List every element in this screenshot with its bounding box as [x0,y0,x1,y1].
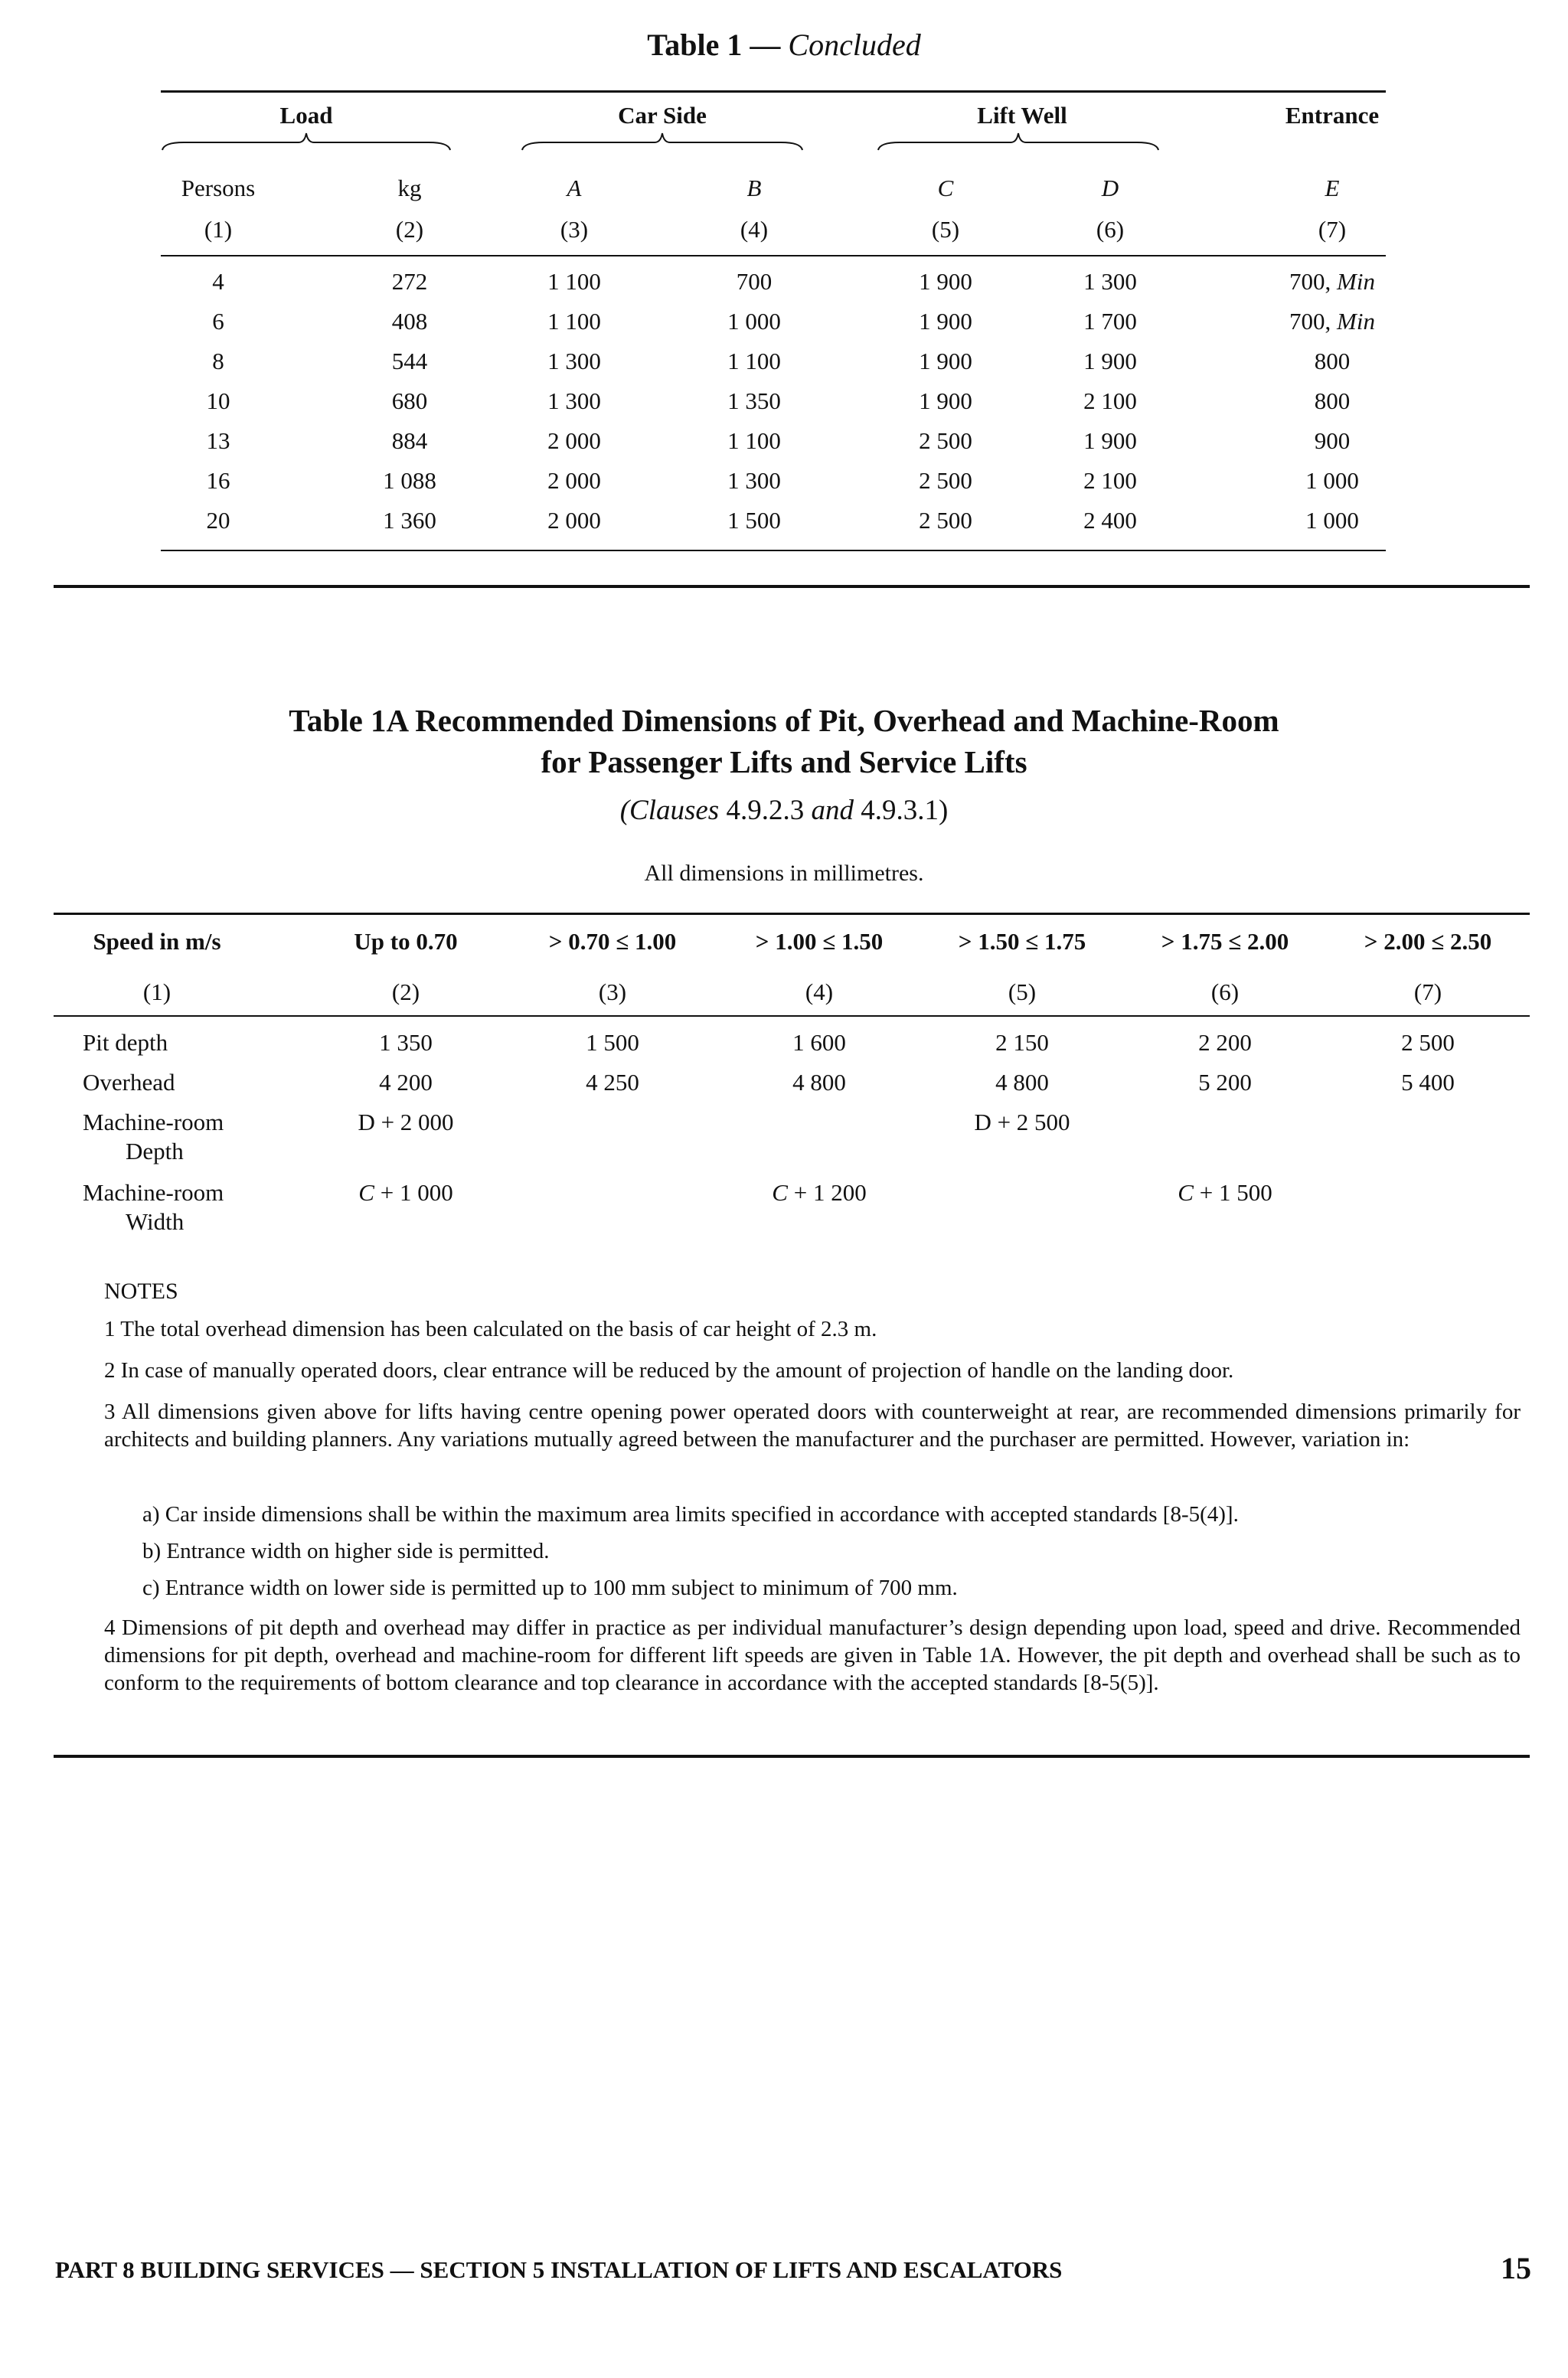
t1-header-a: A [567,175,582,201]
t1-colnum: (3) [560,216,589,243]
table-cell: 544 [391,348,428,374]
t1-colnum: (4) [740,216,769,243]
t1-header-persons: Persons [181,175,256,201]
table-cell: 2 000 [547,467,601,494]
note-4: 4 Dimensions of pit depth and overhead may differ in practice as per individual manufacturer’s design depending upon load, speed and drive. Recommended dimensions for pit depth, overhead and machine-room for different lift speeds are given in Table 1A. However, the pit depth and overhead shall be such as to conform to the requirements of bottom clearance and top clearance in accordance with the accepted standards [8-5(5)]. [104,1615,1521,1695]
t1-colnum: (5) [931,216,960,243]
table-cell: 20 [206,507,230,534]
t1-header-c: C [937,175,954,201]
note-2: 2 In case of manually operated doors, clear entrance will be reduced by the amount of projection of handle on the landing door. [104,1358,1234,1383]
table-cell: 1 300 [547,348,601,374]
row-label-mr-width: Machine-room Width [83,1179,224,1235]
t1a-colnum: (5) [1008,978,1037,1005]
car-side-brace [521,132,804,153]
table-cell: 1 500 [727,507,781,534]
table-cell: 1 300 [1083,268,1137,295]
t1a-colnum: (7) [1413,978,1442,1005]
table-cell: 900 [1314,427,1351,454]
table-cell: 2 200 [1198,1029,1252,1056]
table-cell: 1 900 [1083,427,1137,454]
table-cell: 1 600 [792,1029,846,1056]
table-cell: 1 500 [586,1029,639,1056]
group-load: Load [279,102,333,129]
t1a-header-col2: Up to 0.70 [354,928,458,955]
table-cell: 4 800 [995,1069,1049,1096]
note-3c: c) Entrance width on lower side is permitted up to 100 mm subject to minimum of 700 mm. [142,1576,958,1600]
note-3a: a) Car inside dimensions shall be within the maximum area limits specified in accordance with accepted standards [8-5(4)]. [142,1502,1239,1527]
table-cell: 1 100 [547,308,601,335]
notes-bottom-rule [54,1755,1530,1758]
t1a-colnum: (3) [598,978,627,1005]
table1-title: Table 1 — Concluded [647,28,921,62]
table-cell: 2 000 [547,427,601,454]
table-cell: 272 [391,268,428,295]
table-cell: 700, Min [1289,268,1375,295]
t1-colnum: (6) [1096,216,1125,243]
table-cell: 2 500 [919,467,972,494]
table-cell: 4 800 [792,1069,846,1096]
table-cell: D + 2 500 [974,1109,1070,1135]
table-cell: 4 250 [586,1069,639,1096]
table-cell: 16 [206,467,230,494]
table1a-units-note: All dimensions in millimetres. [644,861,924,886]
table-cell: C + 1 500 [1178,1179,1272,1206]
table-cell: 1 100 [727,427,781,454]
table-cell: 5 200 [1198,1069,1252,1096]
table1a-top-rule [54,913,1530,915]
page-number: 15 [1501,2251,1531,2285]
t1a-colnum: (4) [805,978,834,1005]
table-cell: 5 400 [1401,1069,1455,1096]
table-cell: 1 088 [383,467,436,494]
table-cell: 1 100 [727,348,781,374]
table-cell: 2 400 [1083,507,1137,534]
table-cell: C + 1 000 [358,1179,453,1206]
group-lift-well: Lift Well [977,102,1067,129]
t1a-header-speed: Speed in m/s [93,928,221,955]
notes-heading: NOTES [104,1279,178,1304]
table-cell: 6 [212,308,224,335]
row-label-pit-depth: Pit depth [83,1029,168,1056]
table-cell: 800 [1314,387,1351,414]
t1a-colnum: (6) [1210,978,1240,1005]
table1a-title [0,700,1568,782]
table-cell: 1 350 [727,387,781,414]
table-cell: 408 [391,308,428,335]
table-cell: 1 700 [1083,308,1137,335]
table-cell: 884 [391,427,428,454]
table-cell: 2 500 [919,427,972,454]
t1a-header-col4: > 1.00 ≤ 1.50 [755,928,884,955]
table-cell: 2 000 [547,507,601,534]
table1a-title-line2: for Passenger Lifts and Service Lifts [541,744,1027,779]
section-divider [54,585,1530,588]
table-cell: C + 1 200 [772,1179,867,1206]
t1a-header-col3: > 0.70 ≤ 1.00 [548,928,677,955]
table-cell: 13 [206,427,230,454]
table-cell: 1 000 [1305,467,1359,494]
table-cell: 1 300 [727,467,781,494]
table-cell: 2 500 [1401,1029,1455,1056]
t1-header-e: E [1325,175,1340,201]
table-cell: 700, Min [1289,308,1375,335]
table-cell: 1 360 [383,507,436,534]
group-car-side: Car Side [618,102,707,129]
table-cell: 1 100 [547,268,601,295]
table1a-header-rule [54,1015,1530,1017]
table-cell: 4 [212,268,224,295]
table1-header-rule [161,255,1386,256]
note-1: 1 The total overhead dimension has been calculated on the basis of car height of 2.3 m. [104,1317,877,1341]
t1a-header-col7: > 2.00 ≤ 2.50 [1364,928,1492,955]
note-3: 3 All dimensions given above for lifts having centre opening power operated doors with counterweight at rear, are recommended dimensions primarily for architects and building planners. Any variations mutually agreed between the manufacturer and the purchaser are permitted. However, variation in: [104,1400,1521,1452]
t1-colnum: (7) [1318,216,1347,243]
t1-header-kg: kg [397,175,422,201]
running-head: PART 8 BUILDING SERVICES — SECTION 5 INSTALLATION OF LIFTS AND ESCALATORS [55,2256,1063,2283]
t1-header-b: B [746,175,762,201]
load-brace [161,132,452,153]
t1a-colnum: (2) [391,978,420,1005]
t1-colnum: (2) [395,216,424,243]
table1a-clauses: (Clauses 4.9.2.3 and 4.9.3.1) [619,795,949,826]
table-cell: 4 200 [379,1069,433,1096]
table-cell: 1 000 [1305,507,1359,534]
table-cell: 1 000 [727,308,781,335]
t1-colnum: (1) [204,216,233,243]
table-cell: 2 100 [1083,387,1137,414]
table-cell: 1 900 [919,268,972,295]
table-cell: 1 900 [919,348,972,374]
table-cell: 680 [391,387,428,414]
row-label-overhead: Overhead [83,1069,175,1096]
table-cell: 1 900 [1083,348,1137,374]
t1a-header-col6: > 1.75 ≤ 2.00 [1161,928,1289,955]
table1-top-rule [161,90,1386,93]
table1a-title-line1: Table 1A Recommended Dimensions of Pit, Overhead and Machine-Room [289,703,1279,738]
lift-well-brace [877,132,1160,153]
table1-bottom-rule [161,550,1386,551]
table-cell: 2 150 [995,1029,1049,1056]
group-entrance: Entrance [1285,102,1380,129]
table-cell: 2 100 [1083,467,1137,494]
table-cell: 1 300 [547,387,601,414]
row-label-mr-depth: Machine-room Depth [83,1109,224,1165]
table-cell: 800 [1314,348,1351,374]
table-cell: 700 [736,268,773,295]
table-cell: D + 2 000 [358,1109,454,1135]
t1a-header-col5: > 1.50 ≤ 1.75 [958,928,1086,955]
table-cell: 10 [206,387,230,414]
t1-header-d: D [1101,175,1119,201]
note-3b: b) Entrance width on higher side is permitted. [142,1539,550,1563]
table-cell: 2 500 [919,507,972,534]
table-cell: 1 350 [379,1029,433,1056]
table-cell: 8 [212,348,224,374]
table-cell: 1 900 [919,308,972,335]
table-cell: 1 900 [919,387,972,414]
t1a-colnum: (1) [142,978,172,1005]
